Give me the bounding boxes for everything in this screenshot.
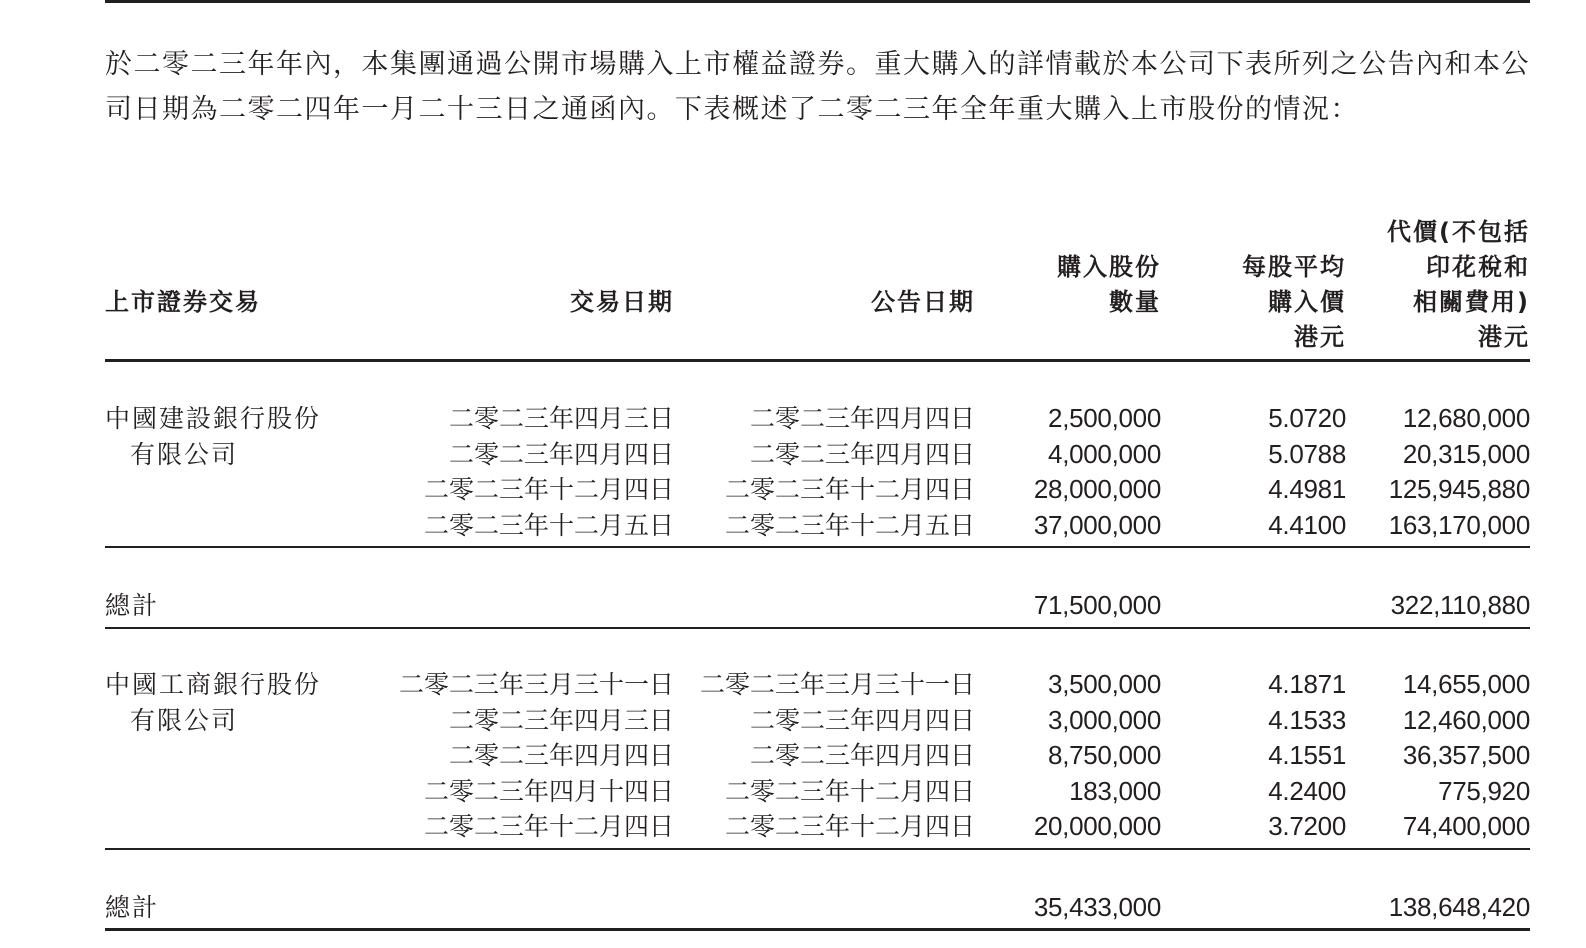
shares-qty: 183,000	[1069, 776, 1161, 806]
total-shares: 71,500,000	[1033, 590, 1161, 620]
trade-date: 二零二三年四月三日	[448, 404, 674, 433]
header-security: 上市證券交易	[105, 288, 261, 316]
announcement-date: 二零二三年十二月四日	[724, 777, 975, 806]
consideration: 14,655,000	[1402, 669, 1530, 699]
consideration: 36,357,500	[1402, 740, 1530, 770]
avg-price: 5.0720	[1268, 403, 1346, 433]
avg-price: 4.1551	[1268, 740, 1346, 770]
announcement-date: 二零二三年三月三十一日	[699, 670, 975, 699]
consideration: 775,920	[1438, 776, 1530, 806]
avg-price: 4.2400	[1268, 776, 1346, 806]
avg-price: 4.1871	[1268, 669, 1346, 699]
consideration: 12,680,000	[1402, 403, 1530, 433]
shares-qty: 2,500,000	[1048, 403, 1161, 433]
shares-qty: 28,000,000	[1033, 474, 1161, 504]
subtotal-rule	[105, 546, 1530, 548]
announcement-date: 二零二三年四月四日	[749, 741, 975, 770]
consideration: 125,945,880	[1388, 474, 1530, 504]
consideration: 12,460,000	[1402, 705, 1530, 735]
security-name-cont: 有限公司	[130, 440, 239, 469]
security-name-cont: 有限公司	[130, 706, 239, 735]
announcement-date: 二零二三年十二月四日	[724, 812, 975, 841]
avg-price: 4.4981	[1268, 474, 1346, 504]
consideration: 20,315,000	[1402, 439, 1530, 469]
shares-qty: 4,000,000	[1048, 439, 1161, 469]
trade-date: 二零二三年十二月四日	[423, 475, 674, 504]
total-consideration: 322,110,880	[1390, 590, 1530, 620]
trade-date: 二零二三年四月三日	[448, 706, 674, 735]
intro-paragraph: 於二零二三年年內，本集團通過公開市場購入上市權益證券。重大購入的詳情載於本公司下表所列之公告內和本公司日期為二零二四年一月二十三日之通函內。下表概述了二零二三年全年重大購入上市股份的情況：	[105, 49, 1530, 125]
header-rule	[105, 359, 1530, 362]
total-shares: 35,433,000	[1033, 892, 1161, 922]
shares-qty: 3,500,000	[1048, 669, 1161, 699]
header-shares: 購入股份 數量	[1057, 253, 1161, 316]
total-label: 總計	[105, 893, 160, 922]
shares-qty: 37,000,000	[1033, 510, 1161, 540]
avg-price: 3.7200	[1268, 811, 1346, 841]
header-trade-date: 交易日期	[570, 288, 674, 316]
trade-date: 二零二三年三月三十一日	[398, 670, 674, 699]
shares-qty: 20,000,000	[1033, 811, 1161, 841]
consideration: 74,400,000	[1402, 811, 1530, 841]
trade-date: 二零二三年四月十四日	[423, 777, 674, 806]
security-name: 中國工商銀行股份	[105, 670, 322, 699]
shares-qty: 8,750,000	[1048, 740, 1161, 770]
shares-qty: 3,000,000	[1048, 705, 1161, 735]
trade-date: 二零二三年四月四日	[448, 741, 674, 770]
avg-price: 4.4100	[1268, 510, 1346, 540]
bottom-rule	[105, 928, 1530, 931]
trade-date: 二零二三年十二月四日	[423, 812, 674, 841]
header-avg-price: 每股平均 購入價 港元	[1242, 253, 1346, 351]
total-consideration: 138,648,420	[1388, 892, 1530, 922]
announcement-date: 二零二三年四月四日	[749, 706, 975, 735]
announcement-date: 二零二三年十二月四日	[724, 475, 975, 504]
total-label: 總計	[105, 591, 160, 620]
subtotal-rule	[105, 848, 1530, 850]
announcement-date: 二零二三年十二月五日	[724, 511, 975, 540]
top-rule	[105, 0, 1530, 3]
avg-price: 5.0788	[1268, 439, 1346, 469]
total-rule	[105, 627, 1530, 629]
announcement-date: 二零二三年四月四日	[749, 440, 975, 469]
header-announcement-date: 公告日期	[871, 288, 975, 316]
consideration: 163,170,000	[1388, 510, 1530, 540]
avg-price: 4.1533	[1268, 705, 1346, 735]
header-consideration: 代價(不包括 印花稅和 相關費用) 港元	[1387, 218, 1530, 351]
security-name: 中國建設銀行股份	[105, 404, 322, 433]
announcement-date: 二零二三年四月四日	[749, 404, 975, 433]
trade-date: 二零二三年十二月五日	[423, 511, 674, 540]
trade-date: 二零二三年四月四日	[448, 440, 674, 469]
